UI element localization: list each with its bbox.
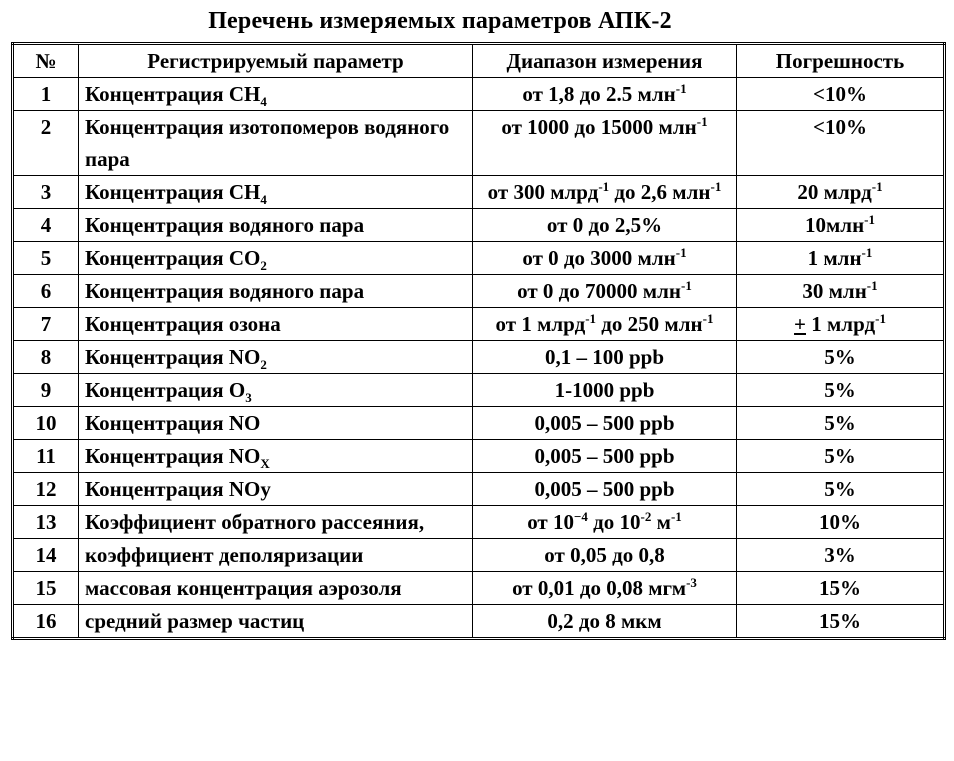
row-error: <10% [737, 111, 945, 176]
row-num: 10 [13, 407, 79, 440]
row-param: Концентрация изотопомеров водяного пара [79, 111, 473, 176]
table-row [13, 539, 945, 572]
table-row [13, 374, 945, 407]
row-range: от 0,05 до 0,8 [473, 539, 737, 572]
table-row [13, 242, 945, 275]
row-range: 0,1 – 100 ppb [473, 341, 737, 374]
row-range: 0,005 – 500 ppb [473, 407, 737, 440]
row-param: Концентрация NOy [79, 473, 473, 506]
row-range: от 1000 до 15000 млн$^{-1}$ [473, 111, 737, 176]
table-header-row [13, 44, 945, 78]
row-range: 0,005 – 500 ppb [473, 440, 737, 473]
row-num: 5 [13, 242, 79, 275]
row-range: 1-1000 ppb [473, 374, 737, 407]
row-error: 15% [737, 605, 945, 639]
row-error: 1 млн$^{-1}$ [737, 242, 945, 275]
row-num: 7 [13, 308, 79, 341]
row-range: от 1 млрд$^{-1}$ до 250 млн$^{-1}$ [473, 308, 737, 341]
row-error: 5% [737, 341, 945, 374]
row-param: Концентрация $CH_4$ [79, 176, 473, 209]
row-num: 12 [13, 473, 79, 506]
row-error: 20 млрд$^{-1}$ [737, 176, 945, 209]
row-param: Концентрация $NO_X$ [79, 440, 473, 473]
row-param: Концентрация $NO_2$ [79, 341, 473, 374]
table-row [13, 308, 945, 341]
row-num: 8 [13, 341, 79, 374]
row-error: 30 млн$^{-1}$ [737, 275, 945, 308]
row-num: 1 [13, 78, 79, 111]
row-param: Концентрация NO [79, 407, 473, 440]
table-row [13, 341, 945, 374]
table-row [13, 605, 945, 639]
row-error: 15% [737, 572, 945, 605]
table-row [13, 572, 945, 605]
row-num: 13 [13, 506, 79, 539]
document-title: Перечень измеряемых параметров АПК-2 [208, 8, 672, 34]
row-param: Концентрация водяного пара [79, 209, 473, 242]
row-range: от 1,8 до 2.5 млн$^{-1}$ [473, 78, 737, 111]
row-param: массовая концентрация аэрозоля [79, 572, 473, 605]
table-row [13, 473, 945, 506]
row-num: 4 [13, 209, 79, 242]
row-num: 6 [13, 275, 79, 308]
row-error: 10млн$^{-1}$ [737, 209, 945, 242]
table-row [13, 275, 945, 308]
row-range: от 0 до 2,5% [473, 209, 737, 242]
header-range: Диапазон измерения [473, 44, 737, 78]
row-num: 9 [13, 374, 79, 407]
table-row [13, 176, 945, 209]
row-error: 5% [737, 374, 945, 407]
row-error: 5% [737, 407, 945, 440]
row-param: Концентрация водяного пара [79, 275, 473, 308]
row-num: 2 [13, 111, 79, 176]
header-num: № [13, 44, 79, 78]
row-range: 0,005 – 500 ppb [473, 473, 737, 506]
row-range: от 0,01 до 0,08 мгм$^{-3}$ [473, 572, 737, 605]
row-param: Концентрация озона [79, 308, 473, 341]
row-param: средний размер частиц [79, 605, 473, 639]
row-param: Коэффициент обратного рассеяния, [79, 506, 473, 539]
table-row [13, 111, 945, 176]
table-row [13, 407, 945, 440]
row-range: 0,2 до 8 мкм [473, 605, 737, 639]
row-error: + 1 млрд$^{-1}$ [737, 308, 945, 341]
parameters-table [11, 42, 946, 640]
row-num: 15 [13, 572, 79, 605]
row-param: Концентрация $CH_4$ [79, 78, 473, 111]
header-error: Погрешность [737, 44, 945, 78]
row-num: 3 [13, 176, 79, 209]
row-num: 14 [13, 539, 79, 572]
row-range: от $10^{-4}$ до $10^{-2}$ $м^{-1}$ [473, 506, 737, 539]
table-row [13, 440, 945, 473]
row-error: 10% [737, 506, 945, 539]
table-row [13, 506, 945, 539]
row-error: <10% [737, 78, 945, 111]
row-range: от 0 до 3000 млн$^{-1}$ [473, 242, 737, 275]
row-range: от 0 до 70000 млн$^{-1}$ [473, 275, 737, 308]
row-param: Концентрация $O_3$ [79, 374, 473, 407]
header-param: Регистрируемый параметр [79, 44, 473, 78]
row-num: 11 [13, 440, 79, 473]
row-param: Концентрация $CO_2$ [79, 242, 473, 275]
row-error: 5% [737, 440, 945, 473]
row-range: от 300 млрд$^{-1}$ до 2,6 млн$^{-1}$ [473, 176, 737, 209]
row-error: 3% [737, 539, 945, 572]
row-num: 16 [13, 605, 79, 639]
row-error: 5% [737, 473, 945, 506]
table-row [13, 78, 945, 111]
table-row [13, 209, 945, 242]
row-param: коэффициент деполяризации [79, 539, 473, 572]
